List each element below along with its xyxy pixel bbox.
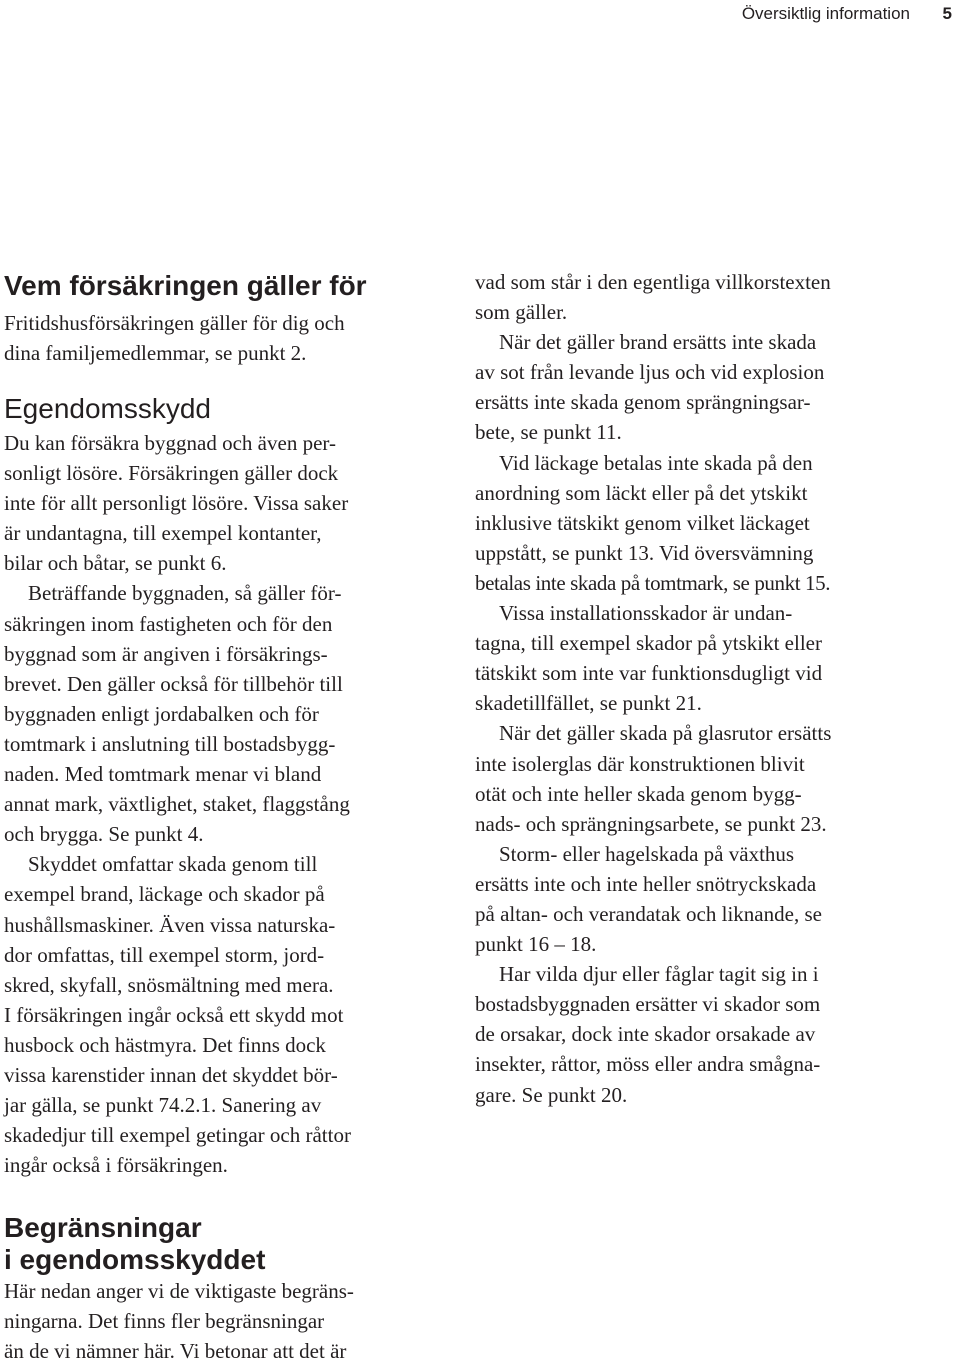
- text-line: ersätts inte skada genom sprängningsar-: [475, 390, 811, 415]
- text-line: ningarna. Det finns fler begränsningar: [4, 1309, 325, 1334]
- text-line: ingår också i försäkringen.: [4, 1153, 228, 1178]
- text-line: Storm- eller hagelskada på växthus: [499, 841, 795, 866]
- text-line: skadetillfället, se punkt 21.: [475, 691, 702, 716]
- text-line: som gäller.: [475, 300, 568, 325]
- page-number: 5: [942, 4, 952, 23]
- section3-text: [4, 1276, 354, 1366]
- text-line: ersätts inte och inte heller snötryckskada: [475, 871, 817, 896]
- text-line: skred, skyfall, snösmältning med mera.: [4, 972, 334, 997]
- text-line: Har vilda djur eller fåglar tagit sig in i: [499, 962, 819, 987]
- right-column-text: [475, 267, 831, 1110]
- text-line: Beträffande byggnaden, så gäller för-: [28, 581, 342, 606]
- text-line: gare. Se punkt 20.: [475, 1082, 628, 1107]
- text-line: punkt 16 – 18.: [475, 932, 597, 957]
- text-line: skadedjur till exempel getingar och råttor: [4, 1123, 351, 1148]
- heading-vem-forsakringen: Vem försäkringen gäller för: [4, 270, 367, 301]
- text-line: och brygga. Se punkt 4.: [4, 822, 204, 847]
- text-line: otät och inte heller skada genom bygg-: [475, 781, 802, 806]
- text-line: av sot från levande ljus och vid explosion: [475, 360, 825, 385]
- text-line: byggnad som är angiven i försäkrings-: [4, 641, 328, 666]
- text-line: Fritidshusförsäkringen gäller för dig och: [4, 311, 345, 335]
- text-line: Vissa installationsskador är undan-: [499, 601, 793, 626]
- text-line: säkringen inom fastigheten och för den: [4, 611, 333, 636]
- text-line: När det gäller skada på glasrutor ersätts: [499, 721, 832, 746]
- text-line: Vid läckage betalas inte skada på den: [499, 450, 813, 475]
- text-line: jar gälla, se punkt 74.2.1. Sanering av: [4, 1093, 322, 1118]
- text-line: betalas inte skada på tomtmark, se punkt 15.: [475, 570, 831, 595]
- text-line: än de vi nämner här. Vi betonar att det är: [4, 1339, 347, 1364]
- text-line: Du kan försäkra byggnad och även per-: [4, 431, 336, 455]
- text-line: tomtmark i anslutning till bostadsbygg-: [4, 731, 336, 756]
- text-line: annat mark, växtlighet, staket, flaggstång: [4, 792, 350, 817]
- text-line: Här nedan anger vi de viktigaste begräns-: [4, 1279, 354, 1303]
- text-line: uppstått, se punkt 13. Vid översvämning: [475, 540, 814, 565]
- text-line: vissa karenstider innan det skyddet bör-: [4, 1062, 338, 1087]
- running-title: Översiktlig information: [741, 4, 910, 23]
- text-line: bostadsbyggnaden ersätter vi skador som: [475, 992, 821, 1017]
- text-line: byggnaden enligt jordabalken och för: [4, 701, 319, 726]
- text-line: är undantagna, till exempel kontanter,: [4, 521, 322, 546]
- section1-text: [4, 308, 345, 368]
- text-line: inklusive tätskikt genom vilket läckaget: [475, 510, 810, 535]
- text-line: hushållsmaskiner. Även vissa naturska-: [4, 912, 336, 937]
- heading-begransningar-line2: i egendomsskyddet: [4, 1244, 266, 1275]
- section2-text: [4, 428, 351, 1180]
- text-line: När det gäller brand ersätts inte skada: [499, 330, 817, 355]
- text-line: nads- och sprängningsarbete, se punkt 23.: [475, 811, 827, 836]
- text-line: vad som står i den egentliga villkorstexten: [475, 270, 831, 294]
- text-line: exempel brand, läckage och skador på: [4, 882, 325, 907]
- text-line: sonligt lösöre. Försäkringen gäller dock: [4, 461, 339, 486]
- text-line: Skyddet omfattar skada genom till: [28, 852, 318, 877]
- text-line: på altan- och verandatak och liknande, se: [475, 901, 822, 926]
- text-line: de orsakar, dock inte skador orsakade av: [475, 1022, 816, 1047]
- text-line: dina familjemedlemmar, se punkt 2.: [4, 341, 307, 366]
- text-line: tätskikt som inte var funktionsdugligt vid: [475, 661, 823, 686]
- heading-egendomsskydd: Egendomsskydd: [4, 393, 212, 424]
- text-line: husbock och hästmyra. Det finns dock: [4, 1032, 326, 1057]
- text-line: anordning som läckt eller på det ytskikt: [475, 480, 808, 505]
- text-line: naden. Med tomtmark menar vi bland: [4, 762, 322, 787]
- text-line: tagna, till exempel skador på ytskikt eller: [475, 631, 822, 656]
- text-line: inte isolerglas där konstruktionen blivit: [475, 751, 805, 776]
- text-line: brevet. Den gäller också för tillbehör till: [4, 671, 343, 696]
- running-header: [0, 4, 960, 26]
- heading-begransningar-line1: Begränsningar: [4, 1212, 202, 1243]
- text-line: insekter, råttor, möss eller andra smågna-: [475, 1052, 821, 1077]
- text-line: I försäkringen ingår också ett skydd mot: [4, 1002, 344, 1027]
- text-line: bete, se punkt 11.: [475, 420, 622, 445]
- text-line: inte för allt personligt lösöre. Vissa saker: [4, 491, 349, 516]
- text-line: dor omfattas, till exempel storm, jord-: [4, 942, 325, 967]
- text-line: bilar och båtar, se punkt 6.: [4, 551, 227, 576]
